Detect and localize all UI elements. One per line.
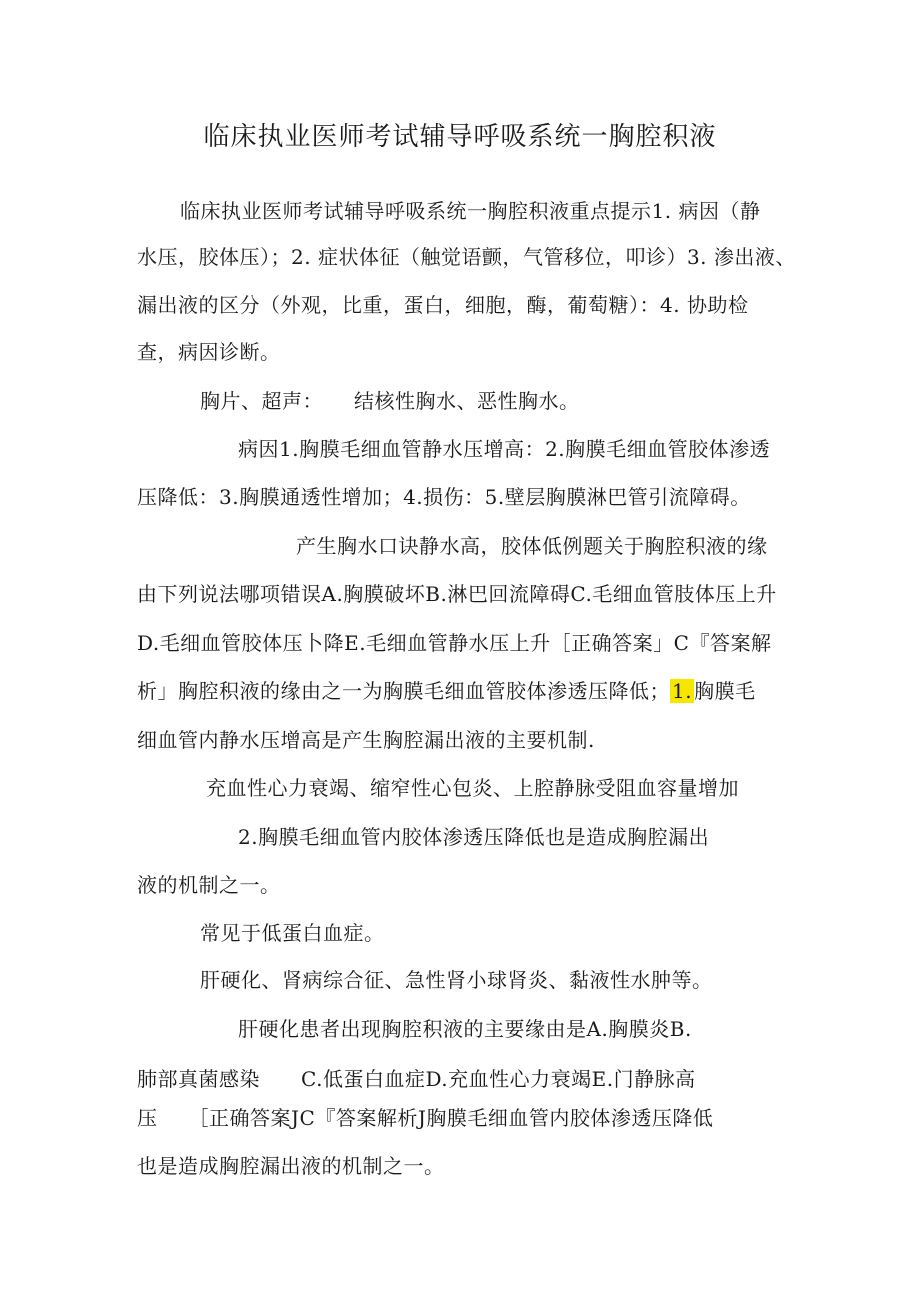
paragraph-line: 漏出液的区分（外观，比重，蛋白，细胞，酶，葡萄糖）：4. 协助检 — [137, 293, 749, 317]
paragraph-line: 细血管内静水压增高是产生胸腔漏出液的主要机制. — [137, 728, 595, 752]
paragraph-line: 肝硬化患者出现胸腔积液的主要缘由是A.胸膜炎B. — [238, 1017, 692, 1041]
paragraph-line: 胸片、超声： 结核性胸水、恶性胸水。 — [200, 389, 580, 413]
highlighted-text: 1. — [672, 679, 693, 703]
paragraph-line: 由下列说法哪项错误A.胸膜破坏B.淋巴回流障碍C.毛细血管肢体压上升 — [137, 582, 777, 606]
paragraph-line: 压降低：3.胸膜通透性增加；4.损伤：5.壁层胸膜淋巴管引流障碍。 — [137, 485, 751, 509]
line-text: 胸膜毛 — [694, 679, 756, 703]
paragraph-line: D.毛细血管胶体压卜降E.毛细血管静水压上升［正确答案」C『答案解 — [137, 631, 772, 655]
paragraph-line: 肺部真菌感染 C.低蛋白血症D.充血性心力衰竭E.门静脉高 — [137, 1067, 696, 1091]
paragraph-line — [137, 677, 756, 705]
paragraph-line: 也是造成胸腔漏出液的机制之一。 — [137, 1154, 445, 1178]
line-text: 析」胸腔积液的缘由之一为胸膜毛细血管胶体渗透压降低； — [137, 679, 670, 703]
paragraph-line: 查，病因诊断。 — [137, 340, 281, 364]
paragraph-line: 产生胸水口诀静水高，胶体低例题关于胸腔积液的缘 — [296, 534, 768, 558]
paragraph-line: 压 ［正确答案JC『答案解析J胸膜毛细血管内胶体渗透压降低 — [137, 1106, 714, 1130]
paragraph-line: 液的机制之一。 — [137, 873, 281, 897]
paragraph-line: 充血性心力衰竭、缩窄性心包炎、上腔静脉受阻血容量增加 — [206, 776, 739, 800]
paragraph-line: 临床执业医师考试辅导呼吸系统一胸腔积液重点提示1. 病因（静 — [180, 199, 761, 223]
document-title: 临床执业医师考试辅导呼吸系统一胸腔积液 — [203, 122, 717, 152]
paragraph-line: 常见于低蛋白血症。 — [200, 921, 385, 945]
paragraph-line: 病因1.胸膜毛细血管静水压增高：2.胸膜毛细血管胶体渗透 — [238, 437, 771, 461]
paragraph-line: 2.胸膜毛细血管内胶体渗透压降低也是造成胸腔漏出 — [238, 825, 710, 849]
paragraph-line: 肝硬化、肾病综合征、急性肾小球肾炎、黏液性水肿等。 — [200, 968, 713, 992]
paragraph-line: 水压，胶体压）；2. 症状体征（触觉语颤，气管移位，叩诊）3. 渗出液、 — [137, 245, 796, 269]
